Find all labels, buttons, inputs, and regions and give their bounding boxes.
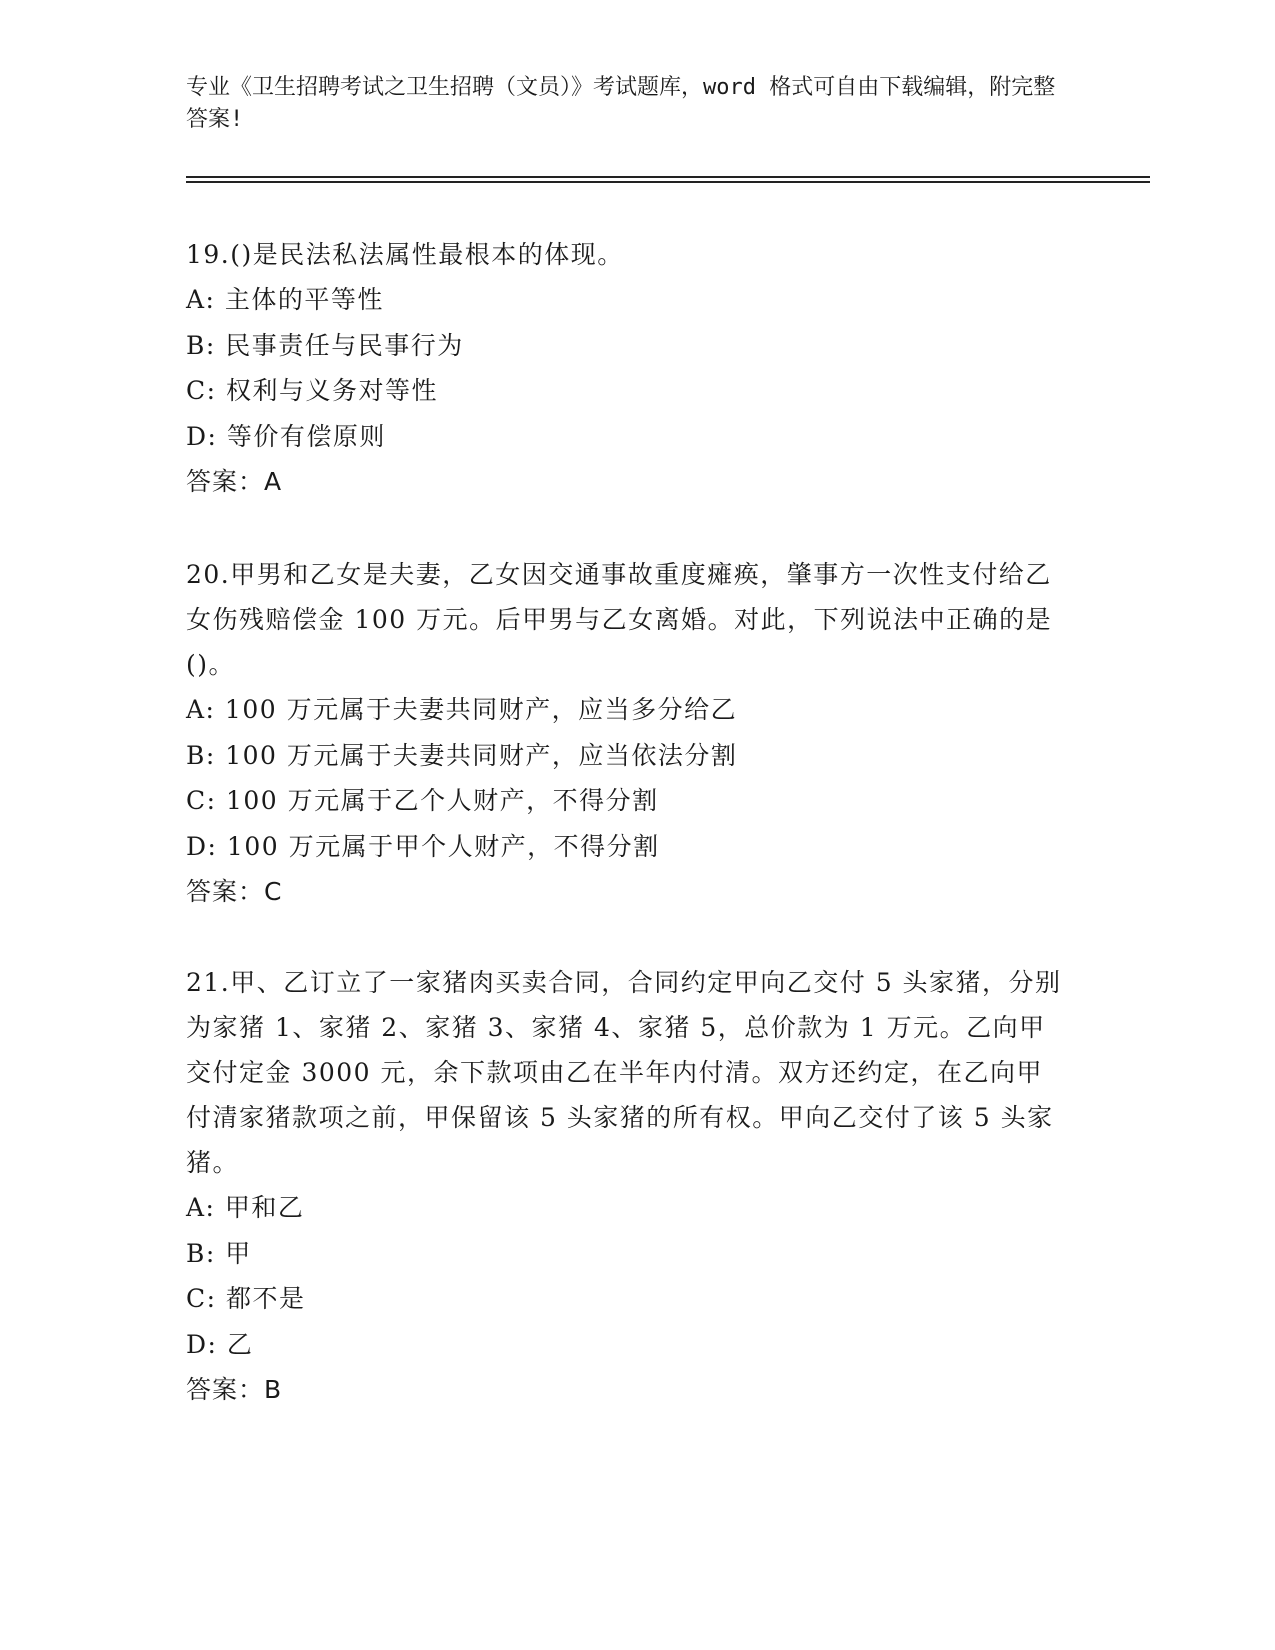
option-d: D: 乙 xyxy=(186,1329,254,1359)
question-20 xyxy=(186,552,1066,914)
question-19 xyxy=(186,232,1066,504)
document-header: 专业《卫生招聘考试之卫生招聘（文员）》考试题库，word 格式可自由下载编辑，附完整答案! xyxy=(186,75,1056,132)
option-a: A: 100 万元属于夫妻共同财产，应当多分给乙 xyxy=(186,695,738,724)
answer-label: 答案：B xyxy=(186,1375,283,1404)
option-a: A: 甲和乙 xyxy=(186,1193,305,1222)
answer-label: 答案：A xyxy=(186,467,283,496)
option-c: C: 100 万元属于乙个人财产，不得分割 xyxy=(186,786,659,815)
option-a: A: 主体的平等性 xyxy=(186,285,384,314)
header-divider-line xyxy=(186,176,1150,178)
question-stem: 20.甲男和乙女是夫妻，乙女因交通事故重度瘫痪，肇事方一次性支付给乙女伤残赔偿金 100 万元。后甲男与乙女离婚。对此，下列说法中正确的是()。 xyxy=(186,560,1053,679)
question-stem: 19.()是民法私法属性最根本的体现。 xyxy=(186,240,624,269)
header-divider-line xyxy=(186,181,1150,183)
option-c: C: 都不是 xyxy=(186,1284,306,1313)
answer-label: 答案：C xyxy=(186,877,283,906)
option-b: B: 甲 xyxy=(186,1238,252,1268)
option-b: B: 100 万元属于夫妻共同财产，应当依法分割 xyxy=(186,740,738,770)
option-d: D: 100 万元属于甲个人财产，不得分割 xyxy=(186,831,660,861)
option-d: D: 等价有偿原则 xyxy=(186,421,386,451)
option-c: C: 权利与义务对等性 xyxy=(186,376,438,405)
question-stem: 21.甲、乙订立了一家猪肉买卖合同，合同约定甲向乙交付 5 头家猪，分别为家猪 1、家猪 2、家猪 3、家猪 4、家猪 5，总价款为 1 万元。乙向甲交付定金 3000 元，余下款项由乙在半年内付清。双方还约定，在乙向甲付清家猪款项之前，甲保留该 5 头家猪的所有权。甲向乙交付了该 5 头家猪。 xyxy=(186,968,1062,1177)
option-b: B: 民事责任与民事行为 xyxy=(186,330,464,360)
question-21 xyxy=(186,960,1066,1412)
